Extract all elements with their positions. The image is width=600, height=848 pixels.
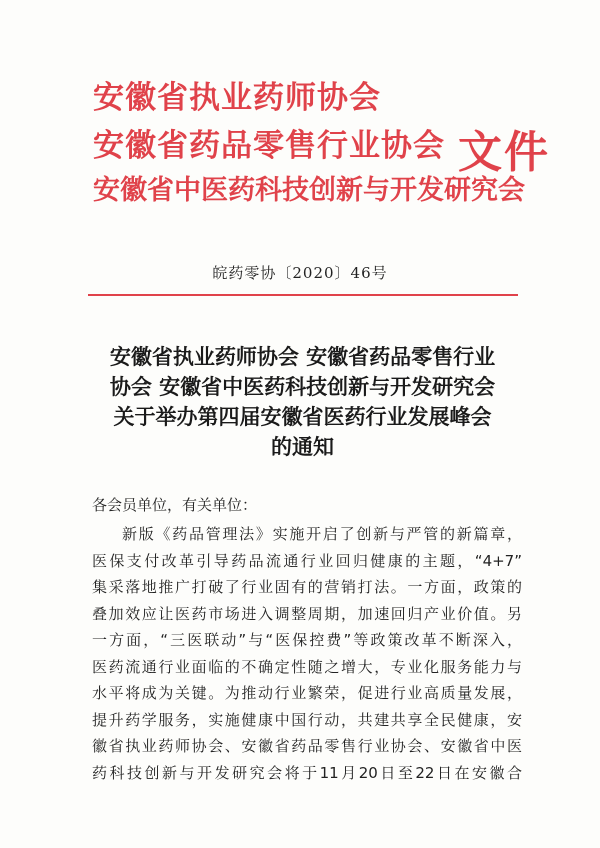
body-line: 水平将成为关键。为推动行业繁荣，促进行业高质量发展， [92,684,522,702]
body-line: 徽省执业药师协会、安徽省药品零售行业协会、安徽省中医 [92,737,522,755]
body-line: 新版《药品管理法》实施开启了创新与严管的新篇章， [122,525,522,543]
red-divider-line [88,294,518,296]
body-text [92,521,522,786]
title-line: 的通知 [271,434,334,459]
body-line: 集采落地推广打破了行业固有的营销打法。一方面，政策的 [92,578,522,596]
title-line: 安徽省执业药师协会 安徽省药品零售行业 [109,344,496,369]
body-line: 医保支付改革引导药品流通行业回归健康的主题，“4+7” [92,551,522,570]
issuer-name: 安徽省执业药师协会 [93,80,381,116]
body-line: 叠加效应让医药市场进入调整周期，加速回归产业价值。另 [92,604,522,623]
issuer-name: 安徽省药品零售行业协会 [93,128,445,164]
body-line: 医药流通行业面临的不确定性随之增大，专业化服务能力与 [92,657,522,676]
body-line: 一方面，“三医联动”与“医保控费”等政策改革不断深入， [92,631,522,649]
issuer-name: 安徽省中医药科技创新与开发研究会 [93,175,525,206]
document-number: 皖药零协〔2020〕46号 [212,264,388,282]
salutation: 各会员单位，有关单位： [92,496,258,514]
title-line: 协会 安徽省中医药科技创新与开发研究会 [109,374,496,399]
red-header [93,68,553,208]
document-title [80,342,525,462]
body-line: 提升药学服务，实施健康中国行动，共建共享全民健康，安 [92,710,522,729]
title-line: 关于举办第四届安徽省医药行业发展峰会 [113,404,492,429]
body-line: 药科技创新与开发研究会将于11月20日至22日在安徽合 [92,763,522,782]
document-type-label: 文件 [458,127,550,178]
